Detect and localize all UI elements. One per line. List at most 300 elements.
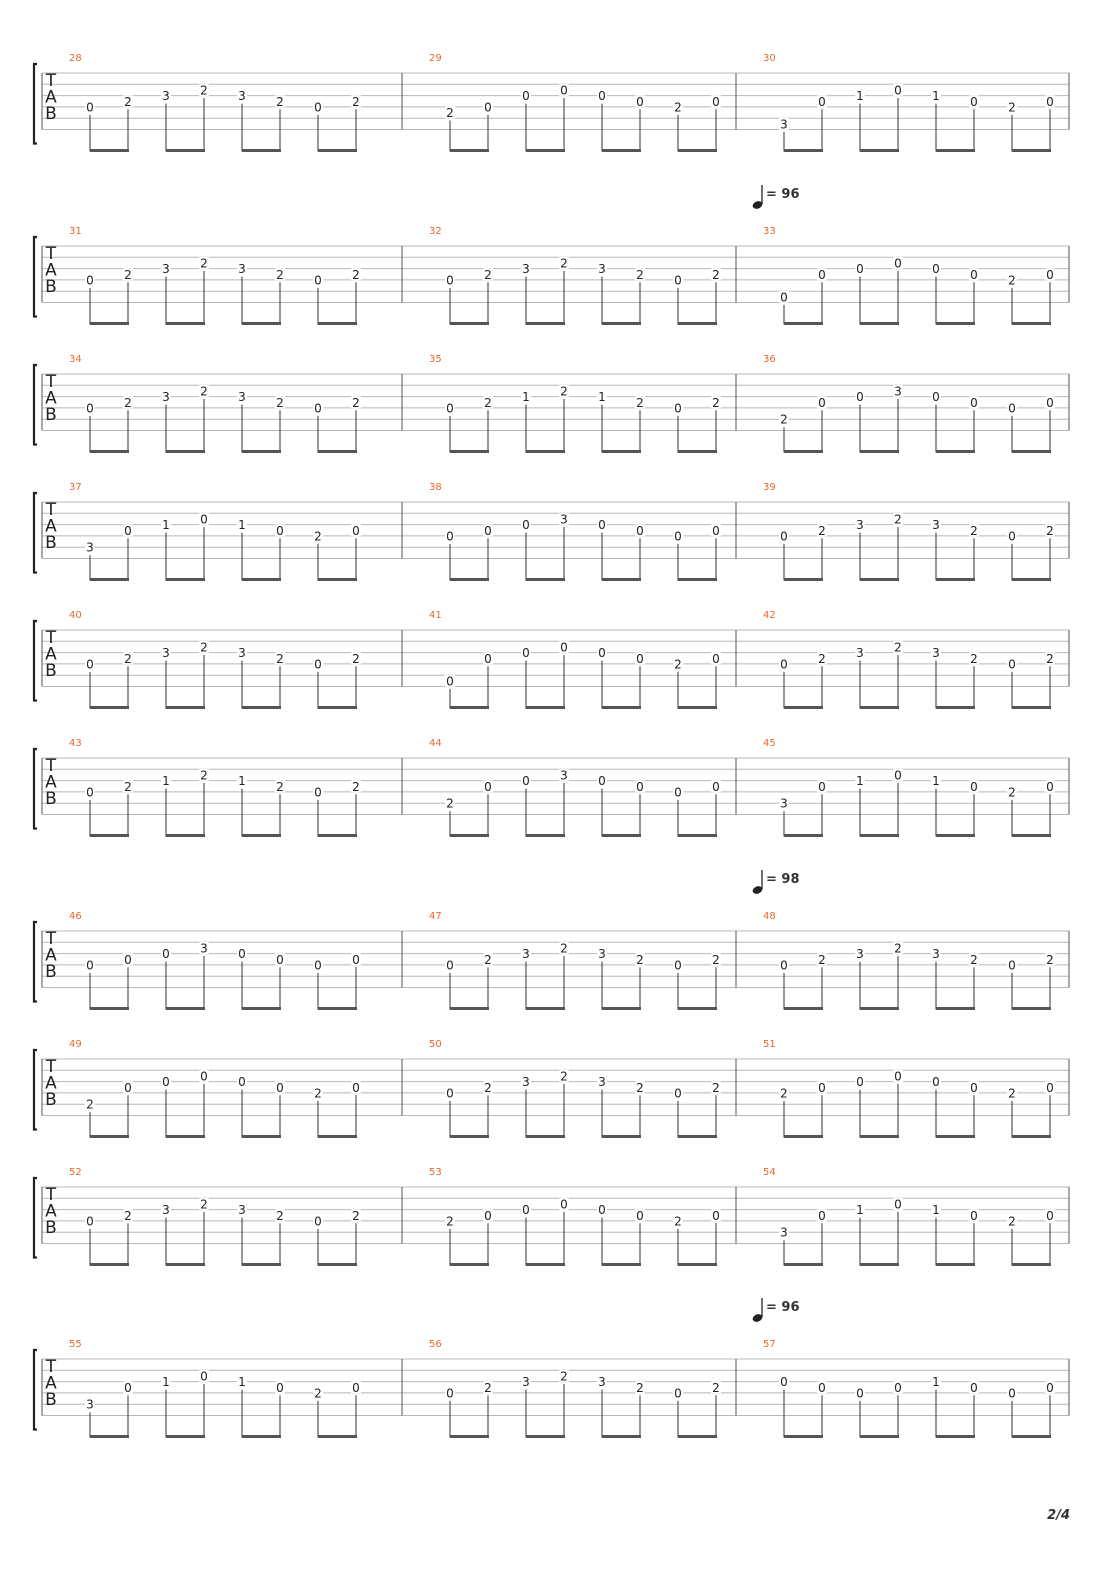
tab-clef-letter: B [45,1218,57,1238]
fret-number: 2 [352,395,360,410]
fret-number: 1 [162,518,170,533]
tab-clef-letter: B [45,1390,57,1410]
fret-number: 2 [276,1208,284,1223]
note-beam [1012,1263,1051,1266]
system-bracket [34,621,37,701]
fret-number: 2 [200,256,208,271]
fret-number: 0 [636,651,644,666]
measure-number: 42 [763,610,776,621]
system-bracket [34,365,37,445]
measure [69,911,361,1010]
fret-number: 2 [446,796,454,811]
measure-number: 46 [69,911,82,922]
fret-number: 0 [86,657,94,672]
note-beam [318,149,357,152]
fret-number: 0 [446,401,454,416]
fret-number: 0 [1046,94,1054,109]
fret-number: 2 [674,100,682,115]
fret-number: 2 [124,267,132,282]
measure [429,482,721,581]
note-beam [166,1435,205,1438]
tab-system [34,185,1069,325]
note-beam [678,1135,717,1138]
measure [429,53,721,152]
fret-number: 0 [484,1208,492,1223]
tab-system [34,870,1069,1010]
tab-clef-letter: T [45,1357,57,1377]
note-beam [1012,1007,1051,1010]
note-beam [450,149,489,152]
note-beam [936,834,975,837]
measure [69,738,361,837]
fret-number: 0 [1046,267,1054,282]
fret-number: 0 [200,1369,208,1384]
fret-number: 2 [636,1080,644,1095]
fret-number: 3 [856,947,864,962]
tab-clef-letter: B [45,533,57,553]
note-beam [678,578,717,581]
tab-clef-letter: B [45,962,57,982]
fret-number: 3 [238,1203,246,1218]
fret-number: 0 [818,1080,826,1095]
fret-number: 2 [712,952,720,967]
fret-number: 2 [674,657,682,672]
measure-number: 38 [429,482,442,493]
note-beam [860,1435,899,1438]
fret-number: 0 [856,390,864,405]
note-beam [1012,834,1051,837]
note-beam [860,1263,899,1266]
fret-number: 0 [894,83,902,98]
tab-clef-letter: A [45,388,57,409]
measure-number: 35 [429,354,442,365]
note-beam [166,834,205,837]
fret-number: 2 [636,952,644,967]
fret-number: 0 [446,958,454,973]
note-beam [90,578,129,581]
note-beam [860,450,899,453]
fret-number: 1 [856,89,864,104]
fret-number: 2 [1008,1086,1016,1101]
fret-number: 2 [276,779,284,794]
fret-number: 0 [598,89,606,104]
tab-clef-letter: T [45,1185,57,1205]
measure [763,1339,1055,1438]
note-beam [936,578,975,581]
fret-number: 0 [780,657,788,672]
measure-number: 28 [69,53,82,64]
measure-number: 48 [763,911,776,922]
note-beam [784,450,823,453]
fret-number: 0 [446,273,454,288]
note-beam [784,834,823,837]
note-beam [678,834,717,837]
tab-clef-letter: A [45,260,57,281]
note-beam [784,706,823,709]
fret-number: 2 [636,1380,644,1395]
fret-number: 1 [856,1203,864,1218]
fret-number: 0 [932,1075,940,1090]
fret-number: 3 [560,768,568,783]
fret-number: 2 [818,952,826,967]
system-bracket [34,1178,37,1258]
measure-number: 57 [763,1339,776,1350]
fret-number: 0 [276,1080,284,1095]
fret-number: 2 [86,1097,94,1112]
fret-number: 0 [124,952,132,967]
fret-number: 0 [86,100,94,115]
fret-number: 2 [484,1080,492,1095]
measure-number: 47 [429,911,442,922]
fret-number: 0 [314,1214,322,1229]
note-beam [90,149,129,152]
fret-number: 0 [674,1386,682,1401]
fret-number: 0 [314,100,322,115]
fret-number: 2 [1046,651,1054,666]
system-bracket [34,64,37,144]
fret-number: 2 [894,640,902,655]
note-beam [936,1007,975,1010]
note-beam [602,1263,641,1266]
fret-number: 0 [352,1080,360,1095]
fret-number: 0 [818,267,826,282]
fret-number: 0 [674,1086,682,1101]
fret-number: 0 [1008,1386,1016,1401]
note-beam [450,706,489,709]
fret-number: 3 [522,262,530,277]
fret-number: 3 [932,646,940,661]
fret-number: 1 [856,774,864,789]
fret-number: 2 [970,651,978,666]
tab-clef-letter: B [45,104,57,124]
fret-number: 0 [446,1086,454,1101]
fret-number: 3 [238,89,246,104]
fret-number: 0 [894,256,902,271]
measure-number: 39 [763,482,776,493]
fret-number: 3 [856,518,864,533]
measure [763,1039,1055,1138]
fret-number: 0 [1008,529,1016,544]
fret-number: 2 [780,412,788,427]
note-beam [166,1007,205,1010]
measure [69,610,361,709]
note-beam [784,578,823,581]
measure-number: 53 [429,1167,442,1178]
note-beam [526,834,565,837]
fret-number: 2 [276,94,284,109]
tab-clef-letter: A [45,644,57,665]
note-beam [526,1263,565,1266]
note-beam [526,706,565,709]
measure-number: 31 [69,226,82,237]
fret-number: 3 [86,540,94,555]
tab-system [34,1167,1069,1266]
fret-number: 3 [238,646,246,661]
measure-number: 49 [69,1039,82,1050]
fret-number: 0 [598,1203,606,1218]
fret-number: 0 [1046,1080,1054,1095]
fret-number: 0 [1046,1380,1054,1395]
measure [763,226,1055,325]
note-beam [784,1263,823,1266]
fret-number: 0 [352,523,360,538]
fret-number: 3 [238,390,246,405]
tempo-marking: = 96 [766,187,800,202]
note-beam [242,1135,281,1138]
note-beam [936,706,975,709]
fret-number: 0 [856,1386,864,1401]
note-beam [860,149,899,152]
fret-number: 0 [712,1208,720,1223]
tab-system [34,354,1069,453]
fret-number: 0 [780,290,788,305]
note-beam [90,1263,129,1266]
fret-number: 2 [484,395,492,410]
note-beam [450,450,489,453]
note-beam [90,322,129,325]
measure-number: 44 [429,738,442,749]
note-beam [242,1263,281,1266]
fret-number: 0 [818,395,826,410]
fret-number: 0 [1008,401,1016,416]
fret-number: 3 [932,947,940,962]
fret-number: 0 [970,94,978,109]
fret-number: 0 [314,401,322,416]
tab-clef-letter: B [45,661,57,681]
tab-system [34,738,1069,837]
fret-number: 0 [200,1069,208,1084]
fret-number: 2 [446,1214,454,1229]
fret-number: 0 [636,94,644,109]
note-beam [602,322,641,325]
fret-number: 0 [314,273,322,288]
tab-clef-letter: A [45,1073,57,1094]
measure [429,610,721,709]
fret-number: 3 [598,947,606,962]
fret-number: 2 [352,94,360,109]
note-beam [1012,450,1051,453]
tab-system [34,610,1069,709]
measure [763,911,1055,1010]
fret-number: 0 [932,262,940,277]
fret-number: 0 [712,94,720,109]
note-beam [318,706,357,709]
fret-number: 0 [314,657,322,672]
fret-number: 3 [560,512,568,527]
fret-number: 2 [818,651,826,666]
note-beam [166,1263,205,1266]
system-bracket [34,1050,37,1130]
measure [429,1339,721,1438]
system-bracket [34,493,37,573]
fret-number: 0 [818,1380,826,1395]
fret-number: 2 [200,384,208,399]
fret-number: 0 [200,512,208,527]
note-beam [318,1263,357,1266]
note-beam [784,1007,823,1010]
fret-number: 2 [636,395,644,410]
fret-number: 2 [314,1086,322,1101]
fret-number: 0 [970,1380,978,1395]
note-beam [318,1135,357,1138]
fret-number: 0 [86,401,94,416]
note-beam [1012,322,1051,325]
fret-number: 0 [162,1075,170,1090]
note-beam [860,578,899,581]
note-beam [678,1007,717,1010]
note-beam [166,706,205,709]
note-beam [860,706,899,709]
fret-number: 0 [674,401,682,416]
fret-number: 0 [598,774,606,789]
note-beam [526,1007,565,1010]
fret-number: 2 [200,640,208,655]
measure [429,226,721,325]
fret-number: 2 [560,1069,568,1084]
fret-number: 0 [560,640,568,655]
fret-number: 2 [200,768,208,783]
note-beam [936,149,975,152]
note-beam [860,834,899,837]
fret-number: 2 [894,941,902,956]
fret-number: 0 [522,646,530,661]
fret-number: 2 [484,952,492,967]
fret-number: 3 [162,1203,170,1218]
fret-number: 2 [352,267,360,282]
measure [69,226,361,325]
tab-system [34,53,1069,152]
fret-number: 0 [1008,657,1016,672]
fret-number: 2 [484,1380,492,1395]
fret-number: 0 [484,100,492,115]
fret-number: 1 [932,1375,940,1390]
measure [69,1339,361,1438]
system-bracket [34,749,37,829]
fret-number: 2 [200,83,208,98]
note-beam [526,450,565,453]
note-beam [90,706,129,709]
tab-clef-letter: T [45,1057,57,1077]
tab-clef-letter: B [45,277,57,297]
measure [429,1167,721,1266]
measure [763,738,1055,837]
measure-number: 52 [69,1167,82,1178]
note-beam [90,834,129,837]
fret-number: 2 [200,1197,208,1212]
fret-number: 0 [124,1380,132,1395]
note-beam [602,149,641,152]
tempo-marking: = 96 [766,1300,800,1315]
fret-number: 0 [446,529,454,544]
fret-number: 1 [238,518,246,533]
note-beam [784,149,823,152]
note-beam [526,1135,565,1138]
note-beam [678,706,717,709]
fret-number: 0 [894,768,902,783]
note-beam [784,322,823,325]
note-beam [1012,149,1051,152]
tab-clef-letter: A [45,1373,57,1394]
measure [763,610,1055,709]
fret-number: 1 [162,1375,170,1390]
tab-clef-letter: A [45,87,57,108]
system-bracket [34,1350,37,1430]
note-beam [166,149,205,152]
fret-number: 0 [712,523,720,538]
fret-number: 0 [1008,958,1016,973]
note-beam [318,322,357,325]
measure [69,1167,361,1266]
fret-number: 0 [522,774,530,789]
note-beam [450,1007,489,1010]
note-beam [784,1135,823,1138]
fret-number: 2 [124,651,132,666]
fret-number: 2 [818,523,826,538]
note-beam [1012,1435,1051,1438]
note-beam [678,149,717,152]
fret-number: 0 [894,1380,902,1395]
note-beam [90,1007,129,1010]
measure [429,738,721,837]
fret-number: 0 [674,958,682,973]
fret-number: 0 [780,529,788,544]
note-beam [526,1435,565,1438]
tab-clef-letter: B [45,1090,57,1110]
measure-number: 50 [429,1039,442,1050]
fret-number: 0 [598,646,606,661]
fret-number: 0 [560,83,568,98]
measure [69,1039,361,1138]
measure [429,911,721,1010]
note-beam [602,450,641,453]
system-bracket [34,237,37,317]
fret-number: 0 [352,952,360,967]
fret-number: 0 [446,674,454,689]
fret-number: 0 [560,1197,568,1212]
note-beam [678,322,717,325]
measure [429,354,721,453]
fret-number: 2 [276,267,284,282]
tab-clef-letter: A [45,772,57,793]
note-beam [936,1135,975,1138]
measure [763,482,1055,581]
fret-number: 2 [1046,952,1054,967]
measure-number: 30 [763,53,776,64]
note-beam [602,1435,641,1438]
note-beam [602,706,641,709]
fret-number: 0 [818,1208,826,1223]
fret-number: 0 [674,529,682,544]
note-beam [526,578,565,581]
note-beam [318,450,357,453]
fret-number: 3 [780,1225,788,1240]
note-beam [318,1007,357,1010]
tab-clef-letter: T [45,244,57,264]
tab-clef-letter: T [45,372,57,392]
measure-number: 36 [763,354,776,365]
fret-number: 0 [86,958,94,973]
fret-number: 0 [856,1075,864,1090]
measure-number: 41 [429,610,442,621]
fret-number: 0 [162,947,170,962]
fret-number: 0 [970,395,978,410]
note-beam [936,450,975,453]
fret-number: 0 [276,523,284,538]
fret-number: 0 [484,779,492,794]
fret-number: 0 [276,1380,284,1395]
fret-number: 2 [446,106,454,121]
fret-number: 2 [560,941,568,956]
